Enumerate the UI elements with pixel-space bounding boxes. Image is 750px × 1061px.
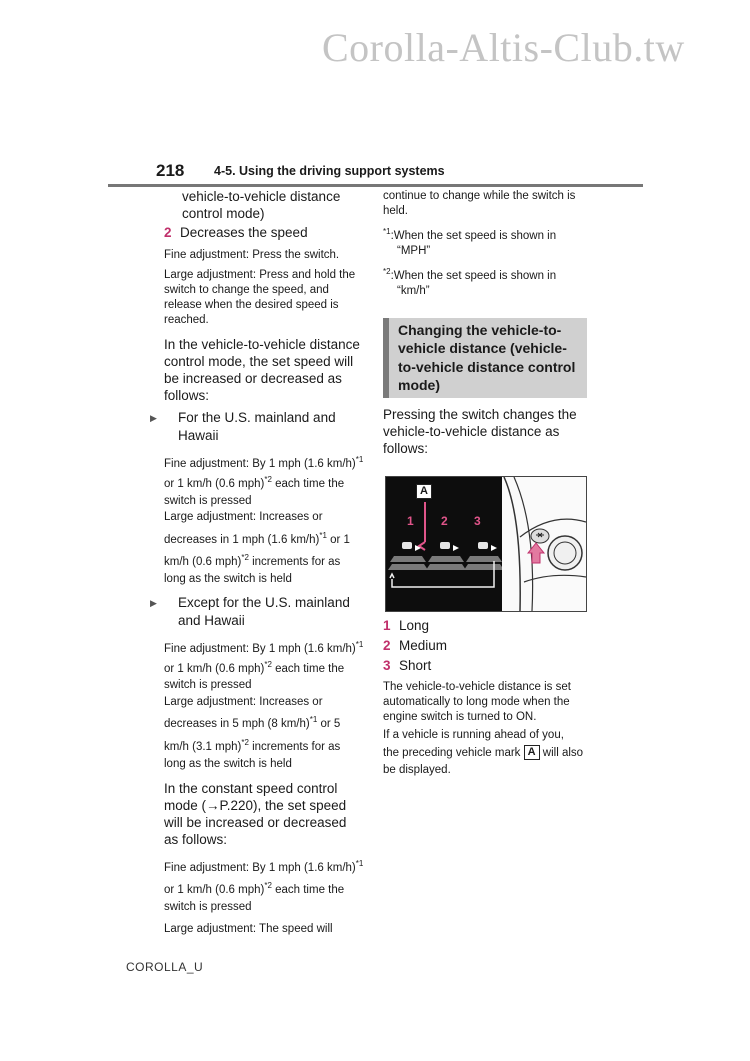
text-span: Large adjustment: Increases or decreases in 1 mph (1.6 km/h) <box>164 511 323 546</box>
triangle-bullet-icon: ▶ <box>150 597 157 608</box>
item-label: Short <box>399 657 432 673</box>
list-item <box>383 657 587 674</box>
position-2-label: 2 <box>441 513 448 528</box>
preceding-mark-paragraph <box>383 745 587 779</box>
text-span: each time the switch is pressed <box>164 478 345 507</box>
text-span: or 1 km/h (0.6 mph) <box>164 883 265 896</box>
page-footer: COROLLA_U <box>126 960 204 974</box>
text-span: the preceding vehicle mark <box>383 746 524 759</box>
right-column <box>383 189 587 779</box>
text-span: or 5 km/h (3.1 mph) <box>164 718 341 753</box>
footnote-ref: *2 <box>241 737 249 747</box>
footnote-ref: *2 <box>264 660 272 670</box>
page-number: 218 <box>156 161 185 180</box>
continued-text: continue to change while the switch is held. <box>383 190 576 217</box>
steering-switch-illustration <box>502 477 586 611</box>
intro-paragraph: Pressing the switch changes the vehicle-to-vehicle distance as follows: <box>383 406 577 456</box>
page-header <box>108 160 643 187</box>
text-span: Large adjustment: Increases or decreases in 5 mph (8 km/h) <box>164 695 323 731</box>
section-title: 4-5. Using the driving support systems <box>214 164 445 178</box>
preceding-vehicle-mark: A <box>416 484 432 499</box>
text-span: Fine adjustment: By 1 mph (1.6 km/h) <box>164 861 356 874</box>
footnote-1 <box>383 224 587 259</box>
item-number: 3 <box>383 657 391 673</box>
triangle-bullet-icon: ▶ <box>150 413 157 423</box>
footnote-2 <box>383 264 587 299</box>
footnote-mark: *1 <box>383 227 391 236</box>
list-item <box>383 637 587 654</box>
bullet-label: Except for the U.S. mainland and Hawaii <box>178 594 350 628</box>
section-heading: Changing the vehicle-to-vehicle distance (vehicle-to-vehicle distance control mode) <box>383 318 587 398</box>
item-number: 2 <box>164 225 172 240</box>
bullet-except-us <box>150 594 364 629</box>
constant-large-adjust: Large adjustment: The speed will <box>164 922 333 935</box>
footnote-text: :When the set speed is shown in “km/h” <box>390 269 557 297</box>
ex-large-adjust <box>164 694 364 774</box>
footnote-ref: *2 <box>264 475 272 485</box>
footnote-ref: *2 <box>241 552 249 562</box>
item-number: 2 <box>383 637 391 653</box>
bullet-us-mainland <box>150 409 364 444</box>
v2v-mode-paragraph: In the vehicle-to-vehicle distance control mode, the set speed will be increased or decreased as follows: <box>164 337 360 403</box>
fine-adjust-text: Fine adjustment: Press the switch. <box>164 249 340 261</box>
footnote-text: :When the set speed is shown in “MPH” <box>390 229 557 257</box>
footnote-ref: *1 <box>355 639 364 649</box>
footnote-ref: *1 <box>319 530 327 540</box>
text-span: or 1 km/h (0.6 mph) <box>164 662 265 675</box>
distance-bars-icon <box>386 477 502 611</box>
constant-speed-paragraph: In the constant speed control mode (→P.220), the set speed will be increased or decreased as follows: <box>164 780 347 847</box>
text-span: Fine adjustment: By 1 mph (1.6 km/h) <box>164 642 356 655</box>
vehicle-ahead-paragraph: If a vehicle is running ahead of you, <box>383 728 564 741</box>
item-label: Decreases the speed <box>180 225 308 240</box>
position-1-label: 1 <box>407 513 414 528</box>
position-3-label: 3 <box>474 513 481 528</box>
footnote-ref: *1 <box>309 715 318 725</box>
distance-switch-figure <box>385 476 587 612</box>
footnote-ref: *1 <box>355 455 364 464</box>
distance-list <box>383 617 587 674</box>
text-span: each time the switch is pressed <box>164 662 345 692</box>
text-span: Fine adjustment: By 1 mph (1.6 km/h) <box>164 457 356 470</box>
text-span: increments for as long as the switch is held <box>164 555 341 586</box>
footnote-mark: *2 <box>383 266 391 276</box>
meter-display-illustration <box>386 477 502 611</box>
footnote-ref: *1 <box>355 858 364 868</box>
item-number: 1 <box>383 617 391 633</box>
steering-wheel-icon <box>502 477 586 611</box>
text-span: each time the switch is pressed <box>164 883 345 914</box>
us-large-adjust <box>164 509 364 589</box>
left-column <box>150 188 364 937</box>
large-adjust-text: Large adjustment: Press and hold the switch to change the speed, and release when the desired speed is reached. <box>164 269 356 326</box>
list-item-2 <box>164 224 364 241</box>
us-fine-adjust <box>164 452 364 509</box>
item-label: Long <box>399 617 430 633</box>
text-span: will also be displayed. <box>383 746 584 776</box>
text-span: increments for as long as the switch is held <box>164 740 341 771</box>
text-span: or 1 km/h (0.6 mph) <box>164 533 350 568</box>
watermark: Corolla-Altis-Club.tw <box>322 25 685 70</box>
preceding-vehicle-mark-icon: A <box>524 745 540 760</box>
item-label: Medium <box>399 637 448 653</box>
ex-fine-adjust <box>164 637 364 694</box>
list-item <box>383 617 587 634</box>
bullet-label: For the U.S. mainland and Hawaii <box>178 410 336 443</box>
constant-fine-adjust <box>164 855 364 917</box>
footnote-ref: *2 <box>264 880 272 890</box>
text-span: or 1 km/h (0.6 mph) <box>164 478 265 491</box>
auto-setting-paragraph: The vehicle-to-vehicle distance is set automatically to long mode when the engine switch is turned to ON. <box>383 680 571 723</box>
continued-text: vehicle-to-vehicle distance control mode) <box>182 189 341 221</box>
